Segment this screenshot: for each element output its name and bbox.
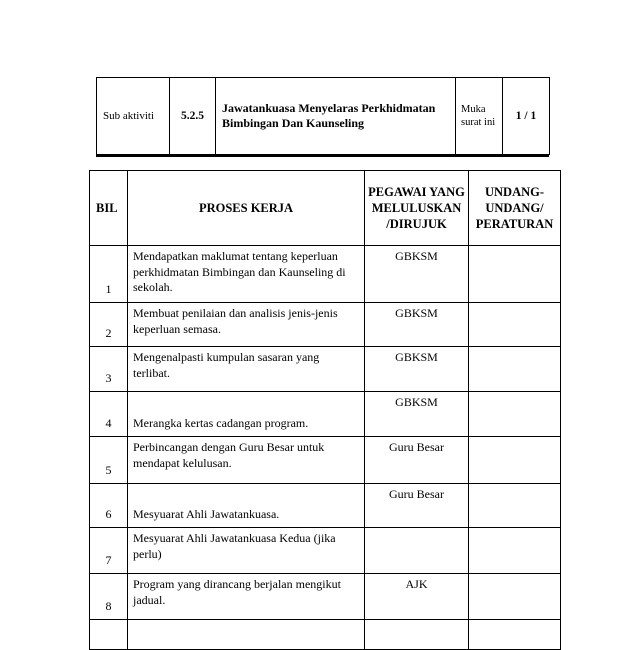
officer-text — [365, 528, 469, 574]
table-row — [90, 528, 561, 574]
column-header-proses: PROSES KERJA — [128, 171, 365, 246]
regulation-text — [469, 528, 561, 574]
sub-activity-label: Sub aktiviti — [97, 78, 170, 155]
process-text: Program yang dirancang berjalan mengikut jadual. — [128, 574, 365, 620]
officer-text: GBKSM — [365, 303, 469, 347]
process-text — [128, 620, 365, 650]
row-number — [90, 620, 128, 650]
regulation-text — [469, 246, 561, 303]
process-text: Mengenalpasti kumpulan sasaran yang terlibat. — [128, 347, 365, 392]
row-number: 4 — [90, 392, 128, 437]
table-row — [90, 437, 561, 484]
officer-text: Guru Besar — [365, 484, 469, 528]
document-title: Jawatankuasa Menyelaras Perkhidmatan Bimbingan Dan Kaunseling — [216, 78, 456, 155]
header-table — [96, 77, 550, 155]
process-text: Membuat penilaian dan analisis jenis-jenis keperluan semasa. — [128, 303, 365, 347]
officer-text: Guru Besar — [365, 437, 469, 484]
officer-text: AJK — [365, 574, 469, 620]
table-header-row — [90, 171, 561, 246]
activity-code: 5.2.5 — [170, 78, 216, 155]
process-text: Perbincangan dengan Guru Besar untuk mendapat kelulusan. — [128, 437, 365, 484]
row-number: 2 — [90, 303, 128, 347]
table-row — [90, 392, 561, 437]
regulation-text — [469, 574, 561, 620]
header-underline — [96, 155, 549, 157]
table-row — [90, 574, 561, 620]
table-row — [90, 620, 561, 650]
process-text: Merangka kertas cadangan program. — [128, 392, 365, 437]
row-number: 3 — [90, 347, 128, 392]
page-label: Muka surat ini — [456, 78, 503, 155]
page-number: 1 / 1 — [503, 78, 550, 155]
regulation-text — [469, 303, 561, 347]
process-text: Mendapatkan maklumat tentang keperluan perkhidmatan Bimbingan dan Kaunseling di sekolah. — [128, 246, 365, 303]
regulation-text — [469, 620, 561, 650]
process-text: Mesyuarat Ahli Jawatankuasa Kedua (jika perlu) — [128, 528, 365, 574]
regulation-text — [469, 392, 561, 437]
officer-text — [365, 620, 469, 650]
regulation-text — [469, 484, 561, 528]
regulation-text — [469, 437, 561, 484]
table-row — [90, 347, 561, 392]
regulation-text — [469, 347, 561, 392]
officer-text: GBKSM — [365, 392, 469, 437]
row-number: 5 — [90, 437, 128, 484]
row-number: 6 — [90, 484, 128, 528]
process-text: Mesyuarat Ahli Jawatankuasa. — [128, 484, 365, 528]
table-row — [90, 246, 561, 303]
officer-text: GBKSM — [365, 246, 469, 303]
column-header-undang: UNDANG-UNDANG/ PERATURAN — [469, 171, 561, 246]
row-number: 8 — [90, 574, 128, 620]
row-number: 1 — [90, 246, 128, 303]
column-header-bil: BIL — [90, 171, 128, 246]
table-row — [90, 303, 561, 347]
table-row — [90, 484, 561, 528]
officer-text: GBKSM — [365, 347, 469, 392]
column-header-pegawai: PEGAWAI YANG MELULUSKAN /DIRUJUK — [365, 171, 469, 246]
row-number: 7 — [90, 528, 128, 574]
process-table — [89, 170, 561, 650]
